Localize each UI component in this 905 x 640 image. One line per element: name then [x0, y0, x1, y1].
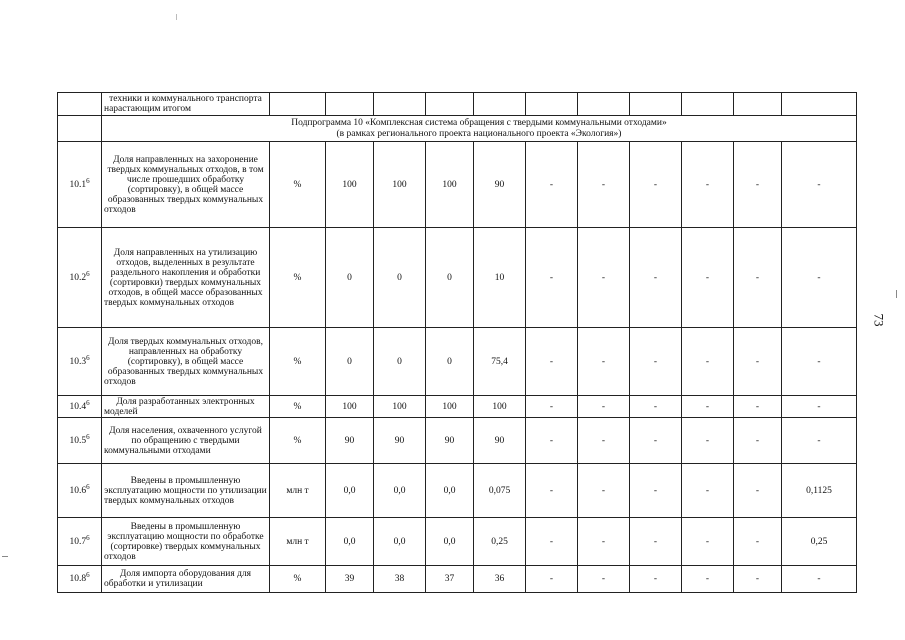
indicator-name: Введены в промышленную эксплуатацию мощности по обработке (сортировке) твердых коммунальных отходов — [102, 518, 270, 566]
table-row — [58, 418, 857, 464]
value-cell: 90 — [474, 142, 526, 228]
value-cell: - — [782, 328, 857, 396]
value-cell: 100 — [374, 396, 426, 418]
value-cell: - — [734, 518, 782, 566]
value-cell: - — [782, 418, 857, 464]
value-cell: - — [526, 464, 578, 518]
subprogram-title — [102, 116, 857, 142]
value-cell: 90 — [426, 418, 474, 464]
value-cell: - — [630, 328, 682, 396]
row-number: 10.2$^6$ — [58, 228, 102, 328]
subprogram-row — [58, 116, 857, 142]
value-cell: 100 — [474, 396, 526, 418]
value-cell: 10 — [474, 228, 526, 328]
value-cell: 90 — [326, 418, 374, 464]
value-cell: - — [526, 518, 578, 566]
unit-cell: % — [270, 396, 326, 418]
value-cell: 0 — [426, 328, 474, 396]
value-cell: - — [682, 228, 734, 328]
indicator-name: Доля населения, охваченного услугой по обращению с твердыми коммунальными отходами — [102, 418, 270, 464]
unit-cell: % — [270, 142, 326, 228]
value-cell: - — [526, 566, 578, 593]
row-number: 10.4$^6$ — [58, 396, 102, 418]
value-cell: - — [682, 518, 734, 566]
page-number: 73 — [871, 313, 887, 327]
row-number: 10.1$^6$ — [58, 142, 102, 228]
table-row — [58, 566, 857, 593]
value-cell: - — [682, 328, 734, 396]
row-number: 10.7$^6$ — [58, 518, 102, 566]
value-cell: 90 — [374, 418, 426, 464]
value-cell: - — [526, 396, 578, 418]
table-row — [58, 464, 857, 518]
subprogram-line: (в рамках регионального проекта национального проекта «Экология») — [336, 128, 622, 139]
value-cell: - — [734, 228, 782, 328]
table-row — [58, 142, 857, 228]
unit-cell: % — [270, 328, 326, 396]
value-cell: - — [682, 566, 734, 593]
value-cell: - — [782, 396, 857, 418]
value-cell: 0 — [326, 228, 374, 328]
value-cell: - — [630, 228, 682, 328]
value-cell: 0,0 — [374, 518, 426, 566]
value-cell: 38 — [374, 566, 426, 593]
value-cell: 100 — [374, 142, 426, 228]
scan-mark — [896, 290, 897, 298]
value-cell: 100 — [326, 396, 374, 418]
value-cell: - — [630, 418, 682, 464]
value-cell: 0 — [374, 228, 426, 328]
value-cell: 0,0 — [374, 464, 426, 518]
value-cell: - — [734, 142, 782, 228]
value-cell: 75,4 — [474, 328, 526, 396]
indicator-name: Доля направленных на утилизацию отходов, выделенных в результате раздельного накопления и обработки (сортировки) твердых коммунальных отходов, в общей массе образованных твердых коммунальных отходов — [102, 228, 270, 328]
scan-mark — [2, 556, 8, 557]
row-number: 10.5$^6$ — [58, 418, 102, 464]
value-cell: - — [734, 396, 782, 418]
value-cell: - — [782, 142, 857, 228]
value-cell: - — [630, 464, 682, 518]
value-cell: 0 — [374, 328, 426, 396]
unit-cell: млн т — [270, 464, 326, 518]
value-cell: - — [526, 142, 578, 228]
value-cell: - — [682, 418, 734, 464]
value-cell: - — [578, 328, 630, 396]
value-cell: 100 — [326, 142, 374, 228]
indicator-name: Доля импорта оборудования для обработки и утилизации — [102, 566, 270, 593]
table-row — [58, 93, 857, 116]
value-cell: - — [682, 396, 734, 418]
value-cell: - — [578, 396, 630, 418]
value-cell: - — [578, 464, 630, 518]
value-cell: - — [630, 396, 682, 418]
value-cell: 36 — [474, 566, 526, 593]
value-cell: - — [682, 464, 734, 518]
value-cell: 0,25 — [782, 518, 857, 566]
value-cell: 0,1125 — [782, 464, 857, 518]
value-cell: 0,25 — [474, 518, 526, 566]
value-cell: - — [630, 518, 682, 566]
value-cell: - — [782, 566, 857, 593]
scan-mark — [176, 14, 177, 20]
indicator-name: Доля направленных на захоронение твердых коммунальных отходов, в том числе прошедших обработку (сортировку), в общей массе образованных твердых коммунальных отходов — [102, 142, 270, 228]
row-number: 10.8$^6$ — [58, 566, 102, 593]
value-cell: - — [526, 418, 578, 464]
value-cell: - — [526, 328, 578, 396]
value-cell: - — [630, 142, 682, 228]
indicator-name: техники и коммунального транспорта нарастающим итогом — [102, 93, 270, 116]
row-number: 10.3$^6$ — [58, 328, 102, 396]
unit-cell: % — [270, 228, 326, 328]
unit-cell: % — [270, 566, 326, 593]
value-cell: 0 — [326, 328, 374, 396]
value-cell: - — [682, 142, 734, 228]
value-cell: 0,075 — [474, 464, 526, 518]
indicator-name: Доля твердых коммунальных отходов, направленных на обработку (сортировку), в общей массе образованных твердых коммунальных отходов — [102, 328, 270, 396]
value-cell: - — [630, 566, 682, 593]
value-cell: 0,0 — [426, 518, 474, 566]
value-cell: 0,0 — [326, 464, 374, 518]
indicators-table — [57, 92, 857, 593]
value-cell: 39 — [326, 566, 374, 593]
table-row — [58, 518, 857, 566]
table-row — [58, 396, 857, 418]
value-cell: - — [782, 228, 857, 328]
value-cell: 37 — [426, 566, 474, 593]
value-cell: - — [578, 566, 630, 593]
value-cell: - — [734, 418, 782, 464]
unit-cell: млн т — [270, 518, 326, 566]
value-cell: 0,0 — [426, 464, 474, 518]
value-cell: - — [734, 464, 782, 518]
indicator-name: Введены в промышленную эксплуатацию мощности по утилизации твердых коммунальных отходов — [102, 464, 270, 518]
value-cell: 0,0 — [326, 518, 374, 566]
indicator-name: Доля разработанных электронных моделей — [102, 396, 270, 418]
table-row — [58, 328, 857, 396]
value-cell: 0 — [426, 228, 474, 328]
value-cell: 100 — [426, 396, 474, 418]
value-cell: 90 — [474, 418, 526, 464]
value-cell: - — [578, 228, 630, 328]
num-cell — [58, 93, 102, 116]
value-cell: - — [578, 518, 630, 566]
value-cell: - — [578, 418, 630, 464]
row-number: 10.6$^6$ — [58, 464, 102, 518]
unit-cell: % — [270, 418, 326, 464]
value-cell: - — [526, 228, 578, 328]
value-cell: - — [578, 142, 630, 228]
value-cell: 100 — [426, 142, 474, 228]
table-row — [58, 228, 857, 328]
value-cell: - — [734, 328, 782, 396]
value-cell: - — [734, 566, 782, 593]
subprogram-line: Подпрограмма 10 «Комплексная система обращения с твердыми коммунальными отходами» — [291, 117, 667, 128]
